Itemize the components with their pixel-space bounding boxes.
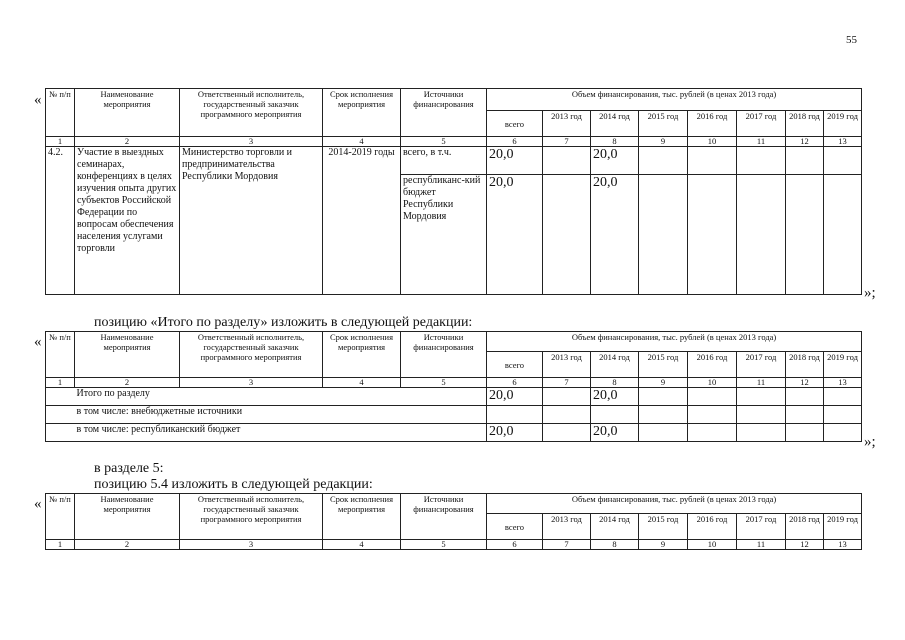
col-number: 7 [543, 137, 591, 147]
col-number: 10 [688, 137, 737, 147]
close-quote-1: »; [864, 285, 876, 301]
col-number: 8 [591, 540, 639, 550]
col-number: 10 [688, 378, 737, 388]
header-total: всего [487, 111, 543, 137]
header-year: 2018 год [786, 111, 824, 137]
header-total: всего [487, 514, 543, 540]
instruction-text-1: позицию «Итого по разделу» изложить в следующей редакции: [94, 315, 473, 330]
col-number: 2 [75, 378, 180, 388]
open-quote-2: « [34, 334, 42, 350]
header-name: Наименование мероприятия [75, 332, 180, 378]
close-quote-2: »; [864, 434, 876, 450]
col-number: 11 [737, 137, 786, 147]
measure-name: Участие в выездных семинарах, конференциях в целях изучения опыта других субъектов Российской Федерации по вопросам обеспечения населения услугами торговли [75, 147, 180, 295]
header-no: № п/п [46, 332, 75, 378]
header-volume: Объем финансирования, тыс. рублей (в ценах 2013 года) [487, 332, 862, 352]
header-year: 2015 год [639, 514, 688, 540]
header-year: 2014 год [591, 111, 639, 137]
year-2014-value: 20,0 [591, 175, 639, 295]
col-number: 9 [639, 540, 688, 550]
col-number: 6 [487, 137, 543, 147]
col-number: 7 [543, 378, 591, 388]
total-value: 20,0 [487, 175, 543, 295]
year-2014-value: 20,0 [591, 388, 639, 406]
col-number: 12 [786, 540, 824, 550]
header-sources: Источники финансирования [401, 89, 487, 137]
header-year: 2015 год [639, 111, 688, 137]
col-number: 8 [591, 378, 639, 388]
table-position-4-2 [45, 88, 862, 295]
col-number: 2 [75, 137, 180, 147]
col-number: 11 [737, 378, 786, 388]
col-number: 1 [46, 137, 75, 147]
header-name: Наименование мероприятия [75, 494, 180, 540]
header-name: Наименование мероприятия [75, 89, 180, 137]
year-2014-value: 20,0 [591, 424, 639, 442]
header-no: № п/п [46, 494, 75, 540]
header-year: 2014 год [591, 352, 639, 378]
extrabudget-row-label: в том числе: внебюджетные источники [75, 406, 487, 424]
header-executor: Ответственный исполнитель, государственный заказчик программного мероприятия [180, 332, 323, 378]
col-number: 13 [824, 540, 862, 550]
header-total: всего [487, 352, 543, 378]
header-year: 2016 год [688, 352, 737, 378]
republic-budget-row-label: в том числе: республиканский бюджет [75, 424, 487, 442]
col-number: 12 [786, 378, 824, 388]
col-number: 7 [543, 540, 591, 550]
total-value: 20,0 [487, 147, 543, 175]
col-number: 3 [180, 378, 323, 388]
open-quote-1: « [34, 92, 42, 108]
col-number: 4 [323, 540, 401, 550]
col-number: 4 [323, 378, 401, 388]
header-sources: Источники финансирования [401, 332, 487, 378]
header-year: 2018 год [786, 514, 824, 540]
header-year: 2016 год [688, 514, 737, 540]
term-value: 2014-2019 годы [323, 147, 401, 295]
col-number: 4 [323, 137, 401, 147]
header-year: 2013 год [543, 111, 591, 137]
total-row-label: Итого по разделу [75, 388, 487, 406]
col-number: 9 [639, 378, 688, 388]
header-year: 2016 год [688, 111, 737, 137]
col-number: 9 [639, 137, 688, 147]
total-value: 20,0 [487, 424, 543, 442]
header-term: Срок исполнения мероприятия [323, 89, 401, 137]
source-label: республиканс-кий бюджет Республики Мордовия [401, 175, 487, 295]
header-executor: Ответственный исполнитель, государственный заказчик программного мероприятия [180, 494, 323, 540]
header-volume: Объем финансирования, тыс. рублей (в ценах 2013 года) [487, 494, 862, 514]
col-number: 11 [737, 540, 786, 550]
header-year: 2017 год [737, 111, 786, 137]
header-year: 2013 год [543, 352, 591, 378]
total-value: 20,0 [487, 388, 543, 406]
col-number: 2 [75, 540, 180, 550]
header-volume: Объем финансирования, тыс. рублей (в ценах 2013 года) [487, 89, 862, 111]
row-number: 4.2. [46, 147, 75, 295]
col-number: 6 [487, 540, 543, 550]
header-executor: Ответственный исполнитель, государственный заказчик программного мероприятия [180, 89, 323, 137]
header-year: 2015 год [639, 352, 688, 378]
source-label: всего, в т.ч. [401, 147, 487, 175]
col-number: 5 [401, 137, 487, 147]
col-number: 5 [401, 540, 487, 550]
header-year: 2017 год [737, 352, 786, 378]
table-position-5-4 [45, 493, 862, 550]
col-number: 10 [688, 540, 737, 550]
instruction-text-2: в разделе 5: [94, 461, 164, 476]
col-number: 5 [401, 378, 487, 388]
table-section-total [45, 331, 862, 442]
col-number: 6 [487, 378, 543, 388]
header-year: 2013 год [543, 514, 591, 540]
header-no: № п/п [46, 89, 75, 137]
year-2014-value: 20,0 [591, 147, 639, 175]
col-number: 1 [46, 378, 75, 388]
col-number: 1 [46, 540, 75, 550]
page-number: 55 [846, 34, 857, 46]
col-number: 12 [786, 137, 824, 147]
col-number: 3 [180, 137, 323, 147]
header-year: 2014 год [591, 514, 639, 540]
header-year: 2017 год [737, 514, 786, 540]
col-number: 8 [591, 137, 639, 147]
header-year: 2019 год [824, 352, 862, 378]
instruction-text-3: позицию 5.4 изложить в следующей редакции: [94, 477, 373, 492]
header-year: 2019 год [824, 111, 862, 137]
col-number: 3 [180, 540, 323, 550]
header-year: 2018 год [786, 352, 824, 378]
executor-name: Министерство торговли и предпринимательства Республики Мордовия [180, 147, 323, 295]
header-year: 2019 год [824, 514, 862, 540]
header-term: Срок исполнения мероприятия [323, 332, 401, 378]
header-sources: Источники финансирования [401, 494, 487, 540]
col-number: 13 [824, 378, 862, 388]
open-quote-3: « [34, 496, 42, 512]
header-term: Срок исполнения мероприятия [323, 494, 401, 540]
col-number: 13 [824, 137, 862, 147]
